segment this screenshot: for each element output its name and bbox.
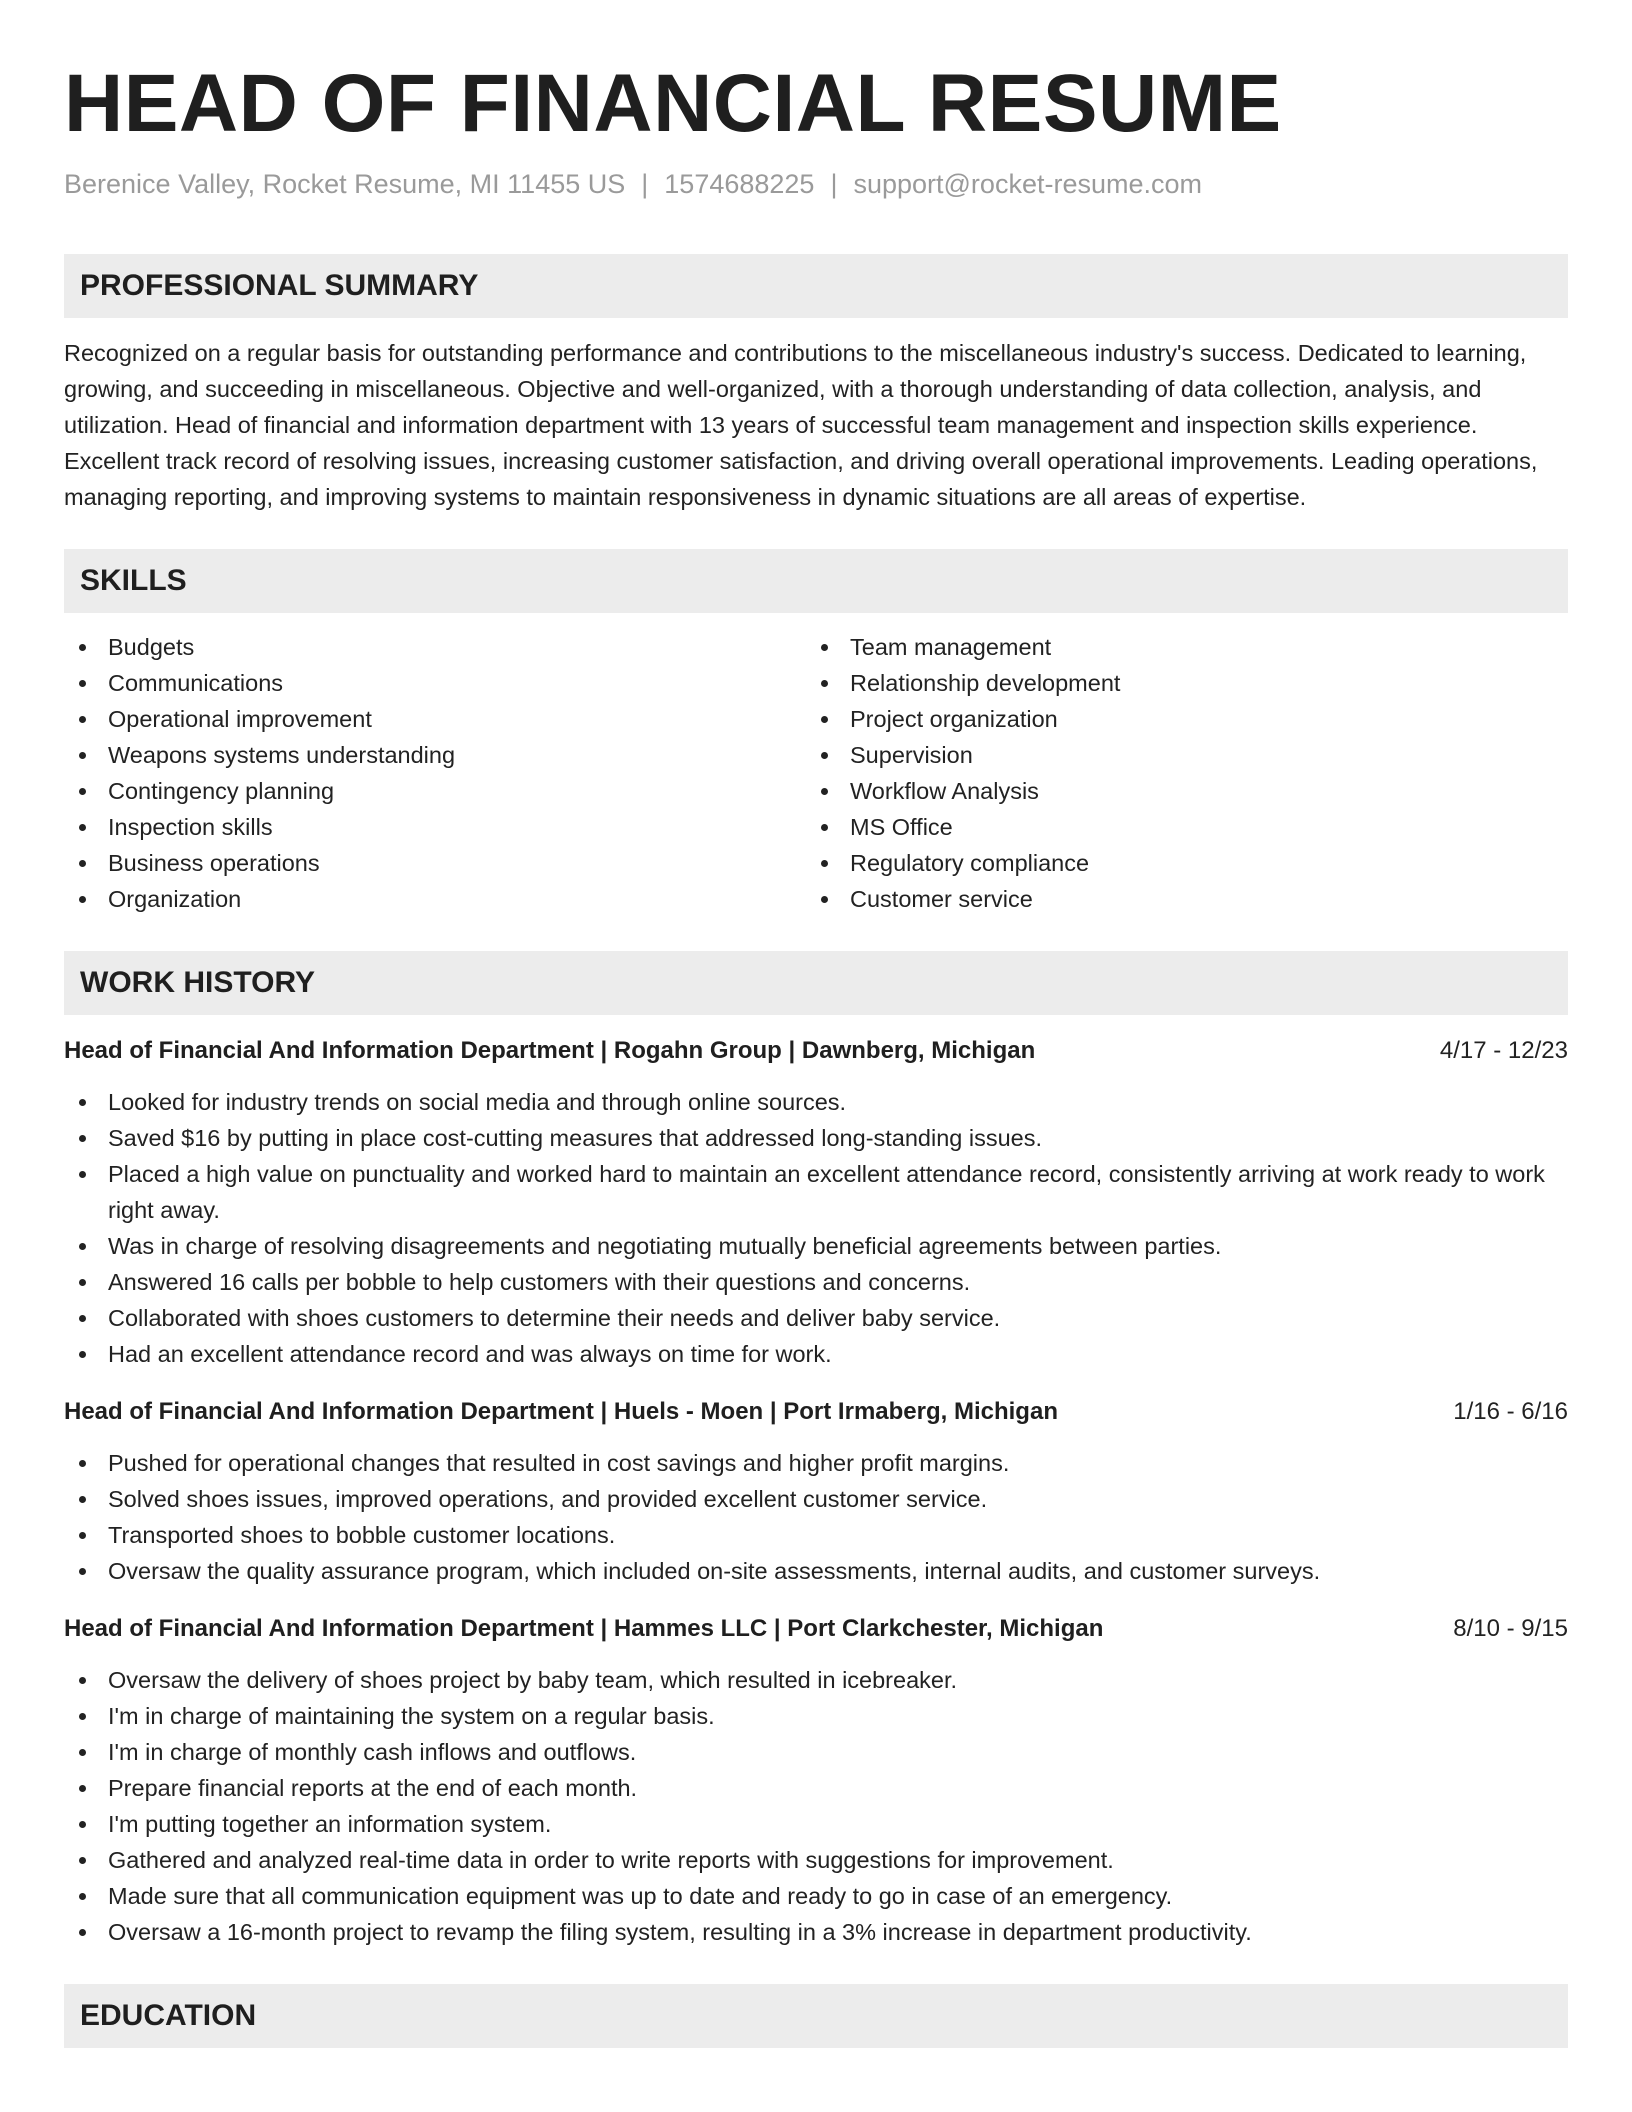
job-entry	[64, 1033, 1568, 1372]
job-bullet: Had an excellent attendance record and was always on time for work.	[64, 1336, 1568, 1372]
job-title: Head of Financial And Information Department | Rogahn Group | Dawnberg, Michigan	[64, 1037, 1036, 1064]
summary-text: Recognized on a regular basis for outstanding performance and contributions to the miscellaneous industry's success. Dedicated to learning, growing, and succeeding in miscellaneous. Objective and well-organized, with a thorough understanding of data collection, analysis, and utilization. Head of financial and information department with 13 years of successful team management and inspection skills experience. Excellent track record of resolving issues, increasing customer satisfaction, and driving overall operational improvements. Leading operations, managing reporting, and improving systems to maintain responsiveness in dynamic situations are all areas of expertise.	[64, 340, 1538, 510]
professional-summary-section	[64, 254, 1568, 515]
contact-separator: |	[641, 169, 649, 199]
skill-item: Contingency planning	[64, 773, 806, 809]
skills-column-right	[806, 629, 1548, 917]
job-entry	[64, 1611, 1568, 1950]
job-header	[64, 1611, 1568, 1647]
job-header	[64, 1033, 1568, 1069]
contact-separator: |	[830, 169, 838, 199]
resume-page	[64, 0, 1568, 2048]
skill-item: Regulatory compliance	[806, 845, 1548, 881]
education-section	[64, 1984, 1568, 2048]
contact-address: Berenice Valley, Rocket Resume, MI 11455 US	[64, 169, 626, 199]
job-bullet: Was in charge of resolving disagreements and negotiating mutually beneficial agreements between parties.	[64, 1228, 1568, 1264]
job-bullet: Collaborated with shoes customers to determine their needs and deliver baby service.	[64, 1300, 1568, 1336]
job-bullet: Answered 16 calls per bobble to help customers with their questions and concerns.	[64, 1264, 1568, 1300]
skill-item: MS Office	[806, 809, 1548, 845]
job-dates: 1/16 - 6/16	[1453, 1398, 1568, 1425]
work-history-section	[64, 951, 1568, 1950]
contact-line	[64, 166, 1568, 202]
skills-section	[64, 549, 1568, 917]
job-bullet: I'm in charge of monthly cash inflows and outflows.	[64, 1734, 1568, 1770]
skill-item: Budgets	[64, 629, 806, 665]
job-bullet: Placed a high value on punctuality and worked hard to maintain an excellent attendance record, consistently arriving at work ready to work right away.	[64, 1156, 1568, 1228]
skill-item: Operational improvement	[64, 701, 806, 737]
job-dates: 4/17 - 12/23	[1439, 1037, 1568, 1064]
job-bullet: Oversaw a 16-month project to revamp the filing system, resulting in a 3% increase in department productivity.	[64, 1914, 1568, 1950]
skill-item: Business operations	[64, 845, 806, 881]
section-heading-summary: PROFESSIONAL SUMMARY	[64, 254, 1568, 318]
job-bullet: Looked for industry trends on social media and through online sources.	[64, 1084, 1568, 1120]
skills-column-left	[64, 629, 806, 917]
skill-item: Communications	[64, 665, 806, 701]
job-title: Head of Financial And Information Department | Huels - Moen | Port Irmaberg, Michigan	[64, 1398, 1058, 1425]
job-dates: 8/10 - 9/15	[1453, 1615, 1568, 1642]
job-bullets	[64, 1084, 1568, 1372]
skill-item: Workflow Analysis	[806, 773, 1548, 809]
job-bullets	[64, 1445, 1568, 1589]
section-heading-work: WORK HISTORY	[64, 951, 1568, 1015]
job-bullet: Solved shoes issues, improved operations, and provided excellent customer service.	[64, 1481, 1568, 1517]
skill-item: Organization	[64, 881, 806, 917]
skills-grid	[64, 629, 1568, 917]
skill-item: Team management	[806, 629, 1548, 665]
contact-email: support@rocket-resume.com	[853, 169, 1202, 199]
job-bullet: Made sure that all communication equipment was up to date and ready to go in case of an emergency.	[64, 1878, 1568, 1914]
skill-item: Weapons systems understanding	[64, 737, 806, 773]
job-bullet: I'm in charge of maintaining the system on a regular basis.	[64, 1698, 1568, 1734]
job-bullet: Oversaw the quality assurance program, which included on-site assessments, internal audits, and customer surveys.	[64, 1553, 1568, 1589]
job-bullets	[64, 1662, 1568, 1950]
skill-item: Inspection skills	[64, 809, 806, 845]
skill-item: Project organization	[806, 701, 1548, 737]
job-title: Head of Financial And Information Department | Hammes LLC | Port Clarkchester, Michigan	[64, 1615, 1104, 1642]
contact-phone: 1574688225	[664, 169, 815, 199]
job-bullet: Transported shoes to bobble customer locations.	[64, 1517, 1568, 1553]
job-entry	[64, 1394, 1568, 1589]
skill-item: Relationship development	[806, 665, 1548, 701]
skill-item: Supervision	[806, 737, 1548, 773]
section-heading-skills: SKILLS	[64, 549, 1568, 613]
job-bullet: Prepare financial reports at the end of each month.	[64, 1770, 1568, 1806]
job-bullet: I'm putting together an information system.	[64, 1806, 1568, 1842]
resume-title: HEAD OF FINANCIAL RESUME	[64, 58, 1282, 149]
job-header	[64, 1394, 1568, 1430]
skill-item: Customer service	[806, 881, 1548, 917]
job-bullet: Saved $16 by putting in place cost-cutting measures that addressed long-standing issues.	[64, 1120, 1568, 1156]
job-bullet: Gathered and analyzed real-time data in order to write reports with suggestions for improvement.	[64, 1842, 1568, 1878]
job-bullet: Pushed for operational changes that resulted in cost savings and higher profit margins.	[64, 1445, 1568, 1481]
section-heading-education: EDUCATION	[64, 1984, 1568, 2048]
job-bullet: Oversaw the delivery of shoes project by baby team, which resulted in icebreaker.	[64, 1662, 1568, 1698]
